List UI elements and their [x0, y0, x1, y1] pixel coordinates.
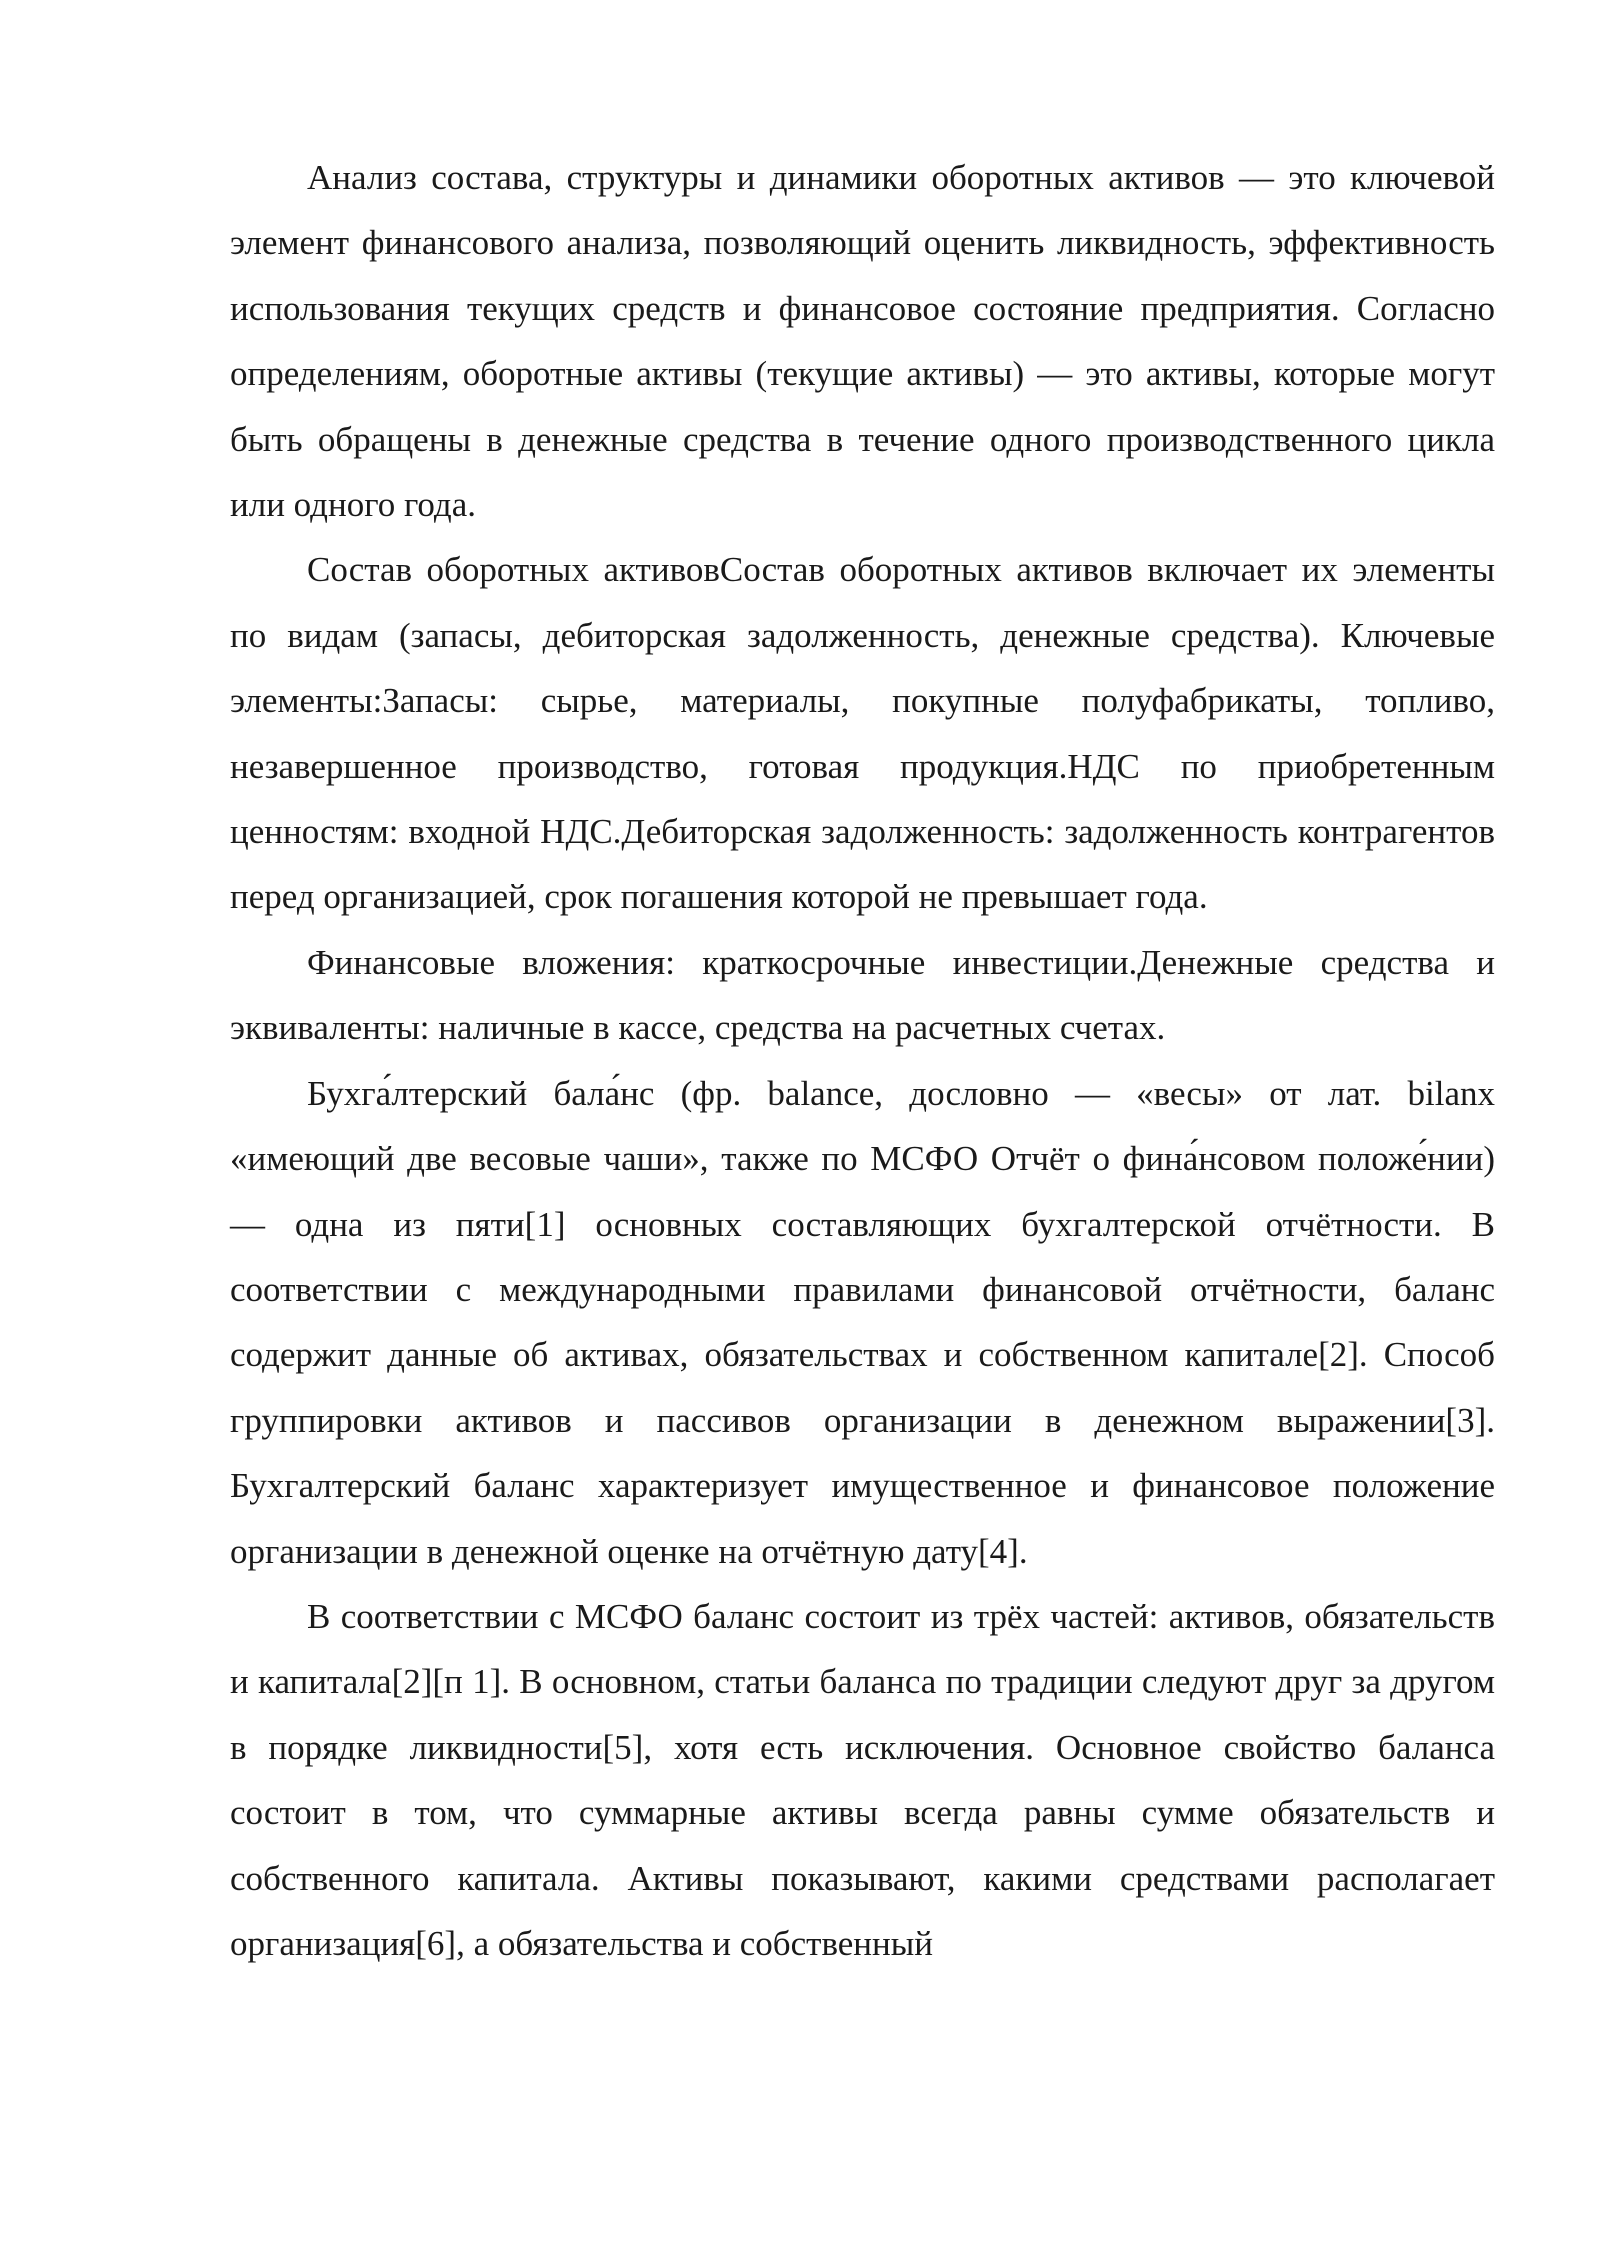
paragraph-current-assets-composition: Состав оборотных активовСостав оборотных активов включает их элементы по видам (запасы, дебиторская задолженность, денежные средства). Ключевые элементы:Запасы: сырье, материалы, покупные полуфабрикаты, топливо, незавершенное производство, готовая продукция.НДС по приобретенным ценностям: входной НДС.Дебиторская задолженность: задолженность контрагентов перед организацией, срок погашения которой не превышает года.	[230, 550, 1495, 917]
paragraph-financial-investments: Финансовые вложения: краткосрочные инвестиции.Денежные средства и эквиваленты: наличные в кассе, средства на расчетных счетах.	[230, 942, 1495, 1048]
paragraph-current-assets-intro: Анализ состава, структуры и динамики оборотных активов — это ключевой элемент финансового анализа, позволяющий оценить ликвидность, эффективность использования текущих средств и финансовое состояние предприятия. Согласно определениям, оборотные активы (текущие активы) — это активы, которые могут быть обращены в денежные средства в течение одного производственного цикла или одного года.	[230, 158, 1495, 525]
paragraph-balance-sheet-ifrs: В соответствии с МСФО баланс состоит из трёх частей: активов, обязательств и капитала[2][п 1]. В основном, статьи баланса по традиции следуют друг за другом в порядке ликвидности[5], хотя есть исключения. Основное свойство баланса состоит в том, что суммарные активы всегда равны сумме обязательств и собственного капитала. Активы показывают, какими средствами располагает организация[6], а обязательства и собственный	[230, 1596, 1495, 1963]
paragraph-balance-sheet-definition: Бухга́лтерский бала́нс (фр. balance, дословно — «весы» от лат. bilanx «имеющий две весовые чаши», также по МСФО Отчёт о фина́нсовом положе́нии) — одна из пяти[1] основных составляющих бухгалтерской отчётности. В соответствии с международными правилами финансовой отчётности, баланс содержит данные об активах, обязательствах и собственном капитале[2]. Способ группировки активов и пассивов организации в денежном выражении[3]. Бухгалтерский баланс характеризует имущественное и финансовое положение организации в денежной оценке на отчётную дату[4].	[230, 1073, 1495, 1571]
document-page	[230, 145, 1495, 1976]
